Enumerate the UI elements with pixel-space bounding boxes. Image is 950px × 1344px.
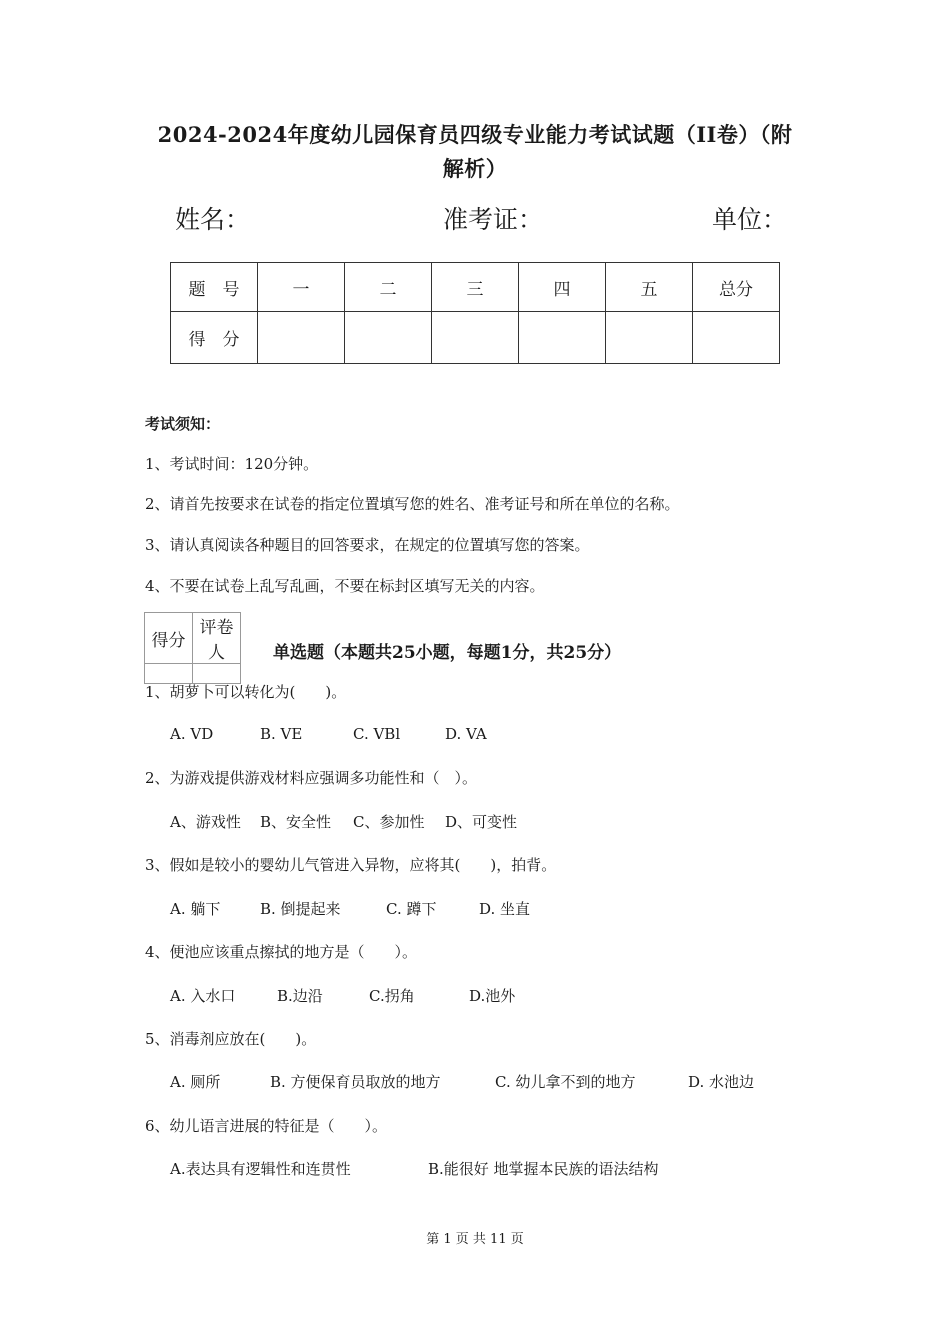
question-option: C.拐角 <box>369 987 415 1005</box>
score-table-header-row <box>171 263 780 312</box>
question-option: B. 方便保育员取放的地方 <box>270 1073 441 1091</box>
question-option: A、游戏性 <box>170 813 241 831</box>
question-option: A. 入水口 <box>170 987 236 1005</box>
question-option: A. 厕所 <box>170 1073 221 1091</box>
score-table-header-cell: 五 <box>606 263 693 312</box>
question-stem: 3、假如是较小的婴幼儿气管进入异物，应将其( )，拍背。 <box>145 856 557 874</box>
question-option: B、安全性 <box>260 813 332 831</box>
grader-score-label: 得分 <box>145 613 193 664</box>
question-option: C. 幼儿拿不到的地方 <box>495 1073 636 1091</box>
score-cell[interactable] <box>258 312 345 364</box>
score-cell[interactable] <box>519 312 606 364</box>
score-cell[interactable] <box>432 312 519 364</box>
question-option: C. VBl <box>353 725 401 743</box>
notice-item: 1、考试时间：120分钟。 <box>145 455 319 473</box>
notice-item: 3、请认真阅读各种题目的回答要求，在规定的位置填写您的答案。 <box>145 536 590 554</box>
question-option: D. 坐直 <box>479 900 531 918</box>
question-option: C、参加性 <box>353 813 425 831</box>
question-stem: 5、消毒剂应放在( )。 <box>145 1030 317 1048</box>
exam-id-label: 准考证： <box>443 205 544 234</box>
score-cell[interactable] <box>345 312 432 364</box>
question-option: D.池外 <box>469 987 516 1005</box>
question-option: D. 水池边 <box>688 1073 755 1091</box>
candidate-info-row <box>175 200 788 240</box>
question-option: B.能很好 地掌握本民族的语法结构 <box>428 1160 659 1178</box>
unit-label: 单位： <box>712 205 788 234</box>
score-row-label: 得 分 <box>171 312 258 364</box>
notice-item: 4、不要在试卷上乱写乱画，不要在标封区填写无关的内容。 <box>145 577 545 595</box>
score-table-header-cell: 一 <box>258 263 345 312</box>
question-option: B.边沿 <box>277 987 323 1005</box>
score-table-score-row <box>171 312 780 364</box>
question-option: B. VE <box>260 725 303 743</box>
name-label: 姓名： <box>175 205 251 234</box>
score-table <box>170 262 780 364</box>
score-cell[interactable] <box>606 312 693 364</box>
question-option: B. 倒提起来 <box>260 900 341 918</box>
grader-box-header <box>145 613 241 664</box>
question-stem: 1、胡萝卜可以转化为( )。 <box>145 683 347 701</box>
score-table-header-cell: 二 <box>345 263 432 312</box>
score-table-header-cell: 总分 <box>693 263 780 312</box>
question-option: D、可变性 <box>445 813 518 831</box>
question-option: D. VA <box>445 725 487 743</box>
grader-box <box>144 612 241 684</box>
score-table-header-cell: 三 <box>432 263 519 312</box>
score-table-header-cell: 题 号 <box>171 263 258 312</box>
question-option: A. VD <box>170 725 214 743</box>
question-stem: 6、幼儿语言进展的特征是（ ）。 <box>145 1117 388 1135</box>
question-stem: 4、便池应该重点擦拭的地方是（ ）。 <box>145 943 418 961</box>
page-footer: 第 1 页 共 11 页 <box>426 1232 524 1247</box>
notice-item: 2、请首先按要求在试卷的指定位置填写您的姓名、准考证号和所在单位的名称。 <box>145 495 680 513</box>
score-cell[interactable] <box>693 312 780 364</box>
score-table-header-cell: 四 <box>519 263 606 312</box>
notice-title: 考试须知： <box>145 415 221 433</box>
question-option: C. 蹲下 <box>386 900 437 918</box>
exam-title <box>140 118 810 186</box>
question-option: A.表达具有逻辑性和连贯性 <box>170 1160 351 1178</box>
question-stem: 2、为游戏提供游戏材料应强调多功能性和（ ）。 <box>145 769 478 787</box>
section-heading: 单选题（本题共25小题，每题1分，共25分） <box>273 643 622 663</box>
grader-name-label: 评卷人 <box>193 613 241 664</box>
exam-title-line2: 解析） <box>442 156 508 181</box>
question-option: A. 躺下 <box>170 900 221 918</box>
exam-title-line1: 2024-2024年度幼儿园保育员四级专业能力考试试题（II卷）（附 <box>157 122 793 147</box>
